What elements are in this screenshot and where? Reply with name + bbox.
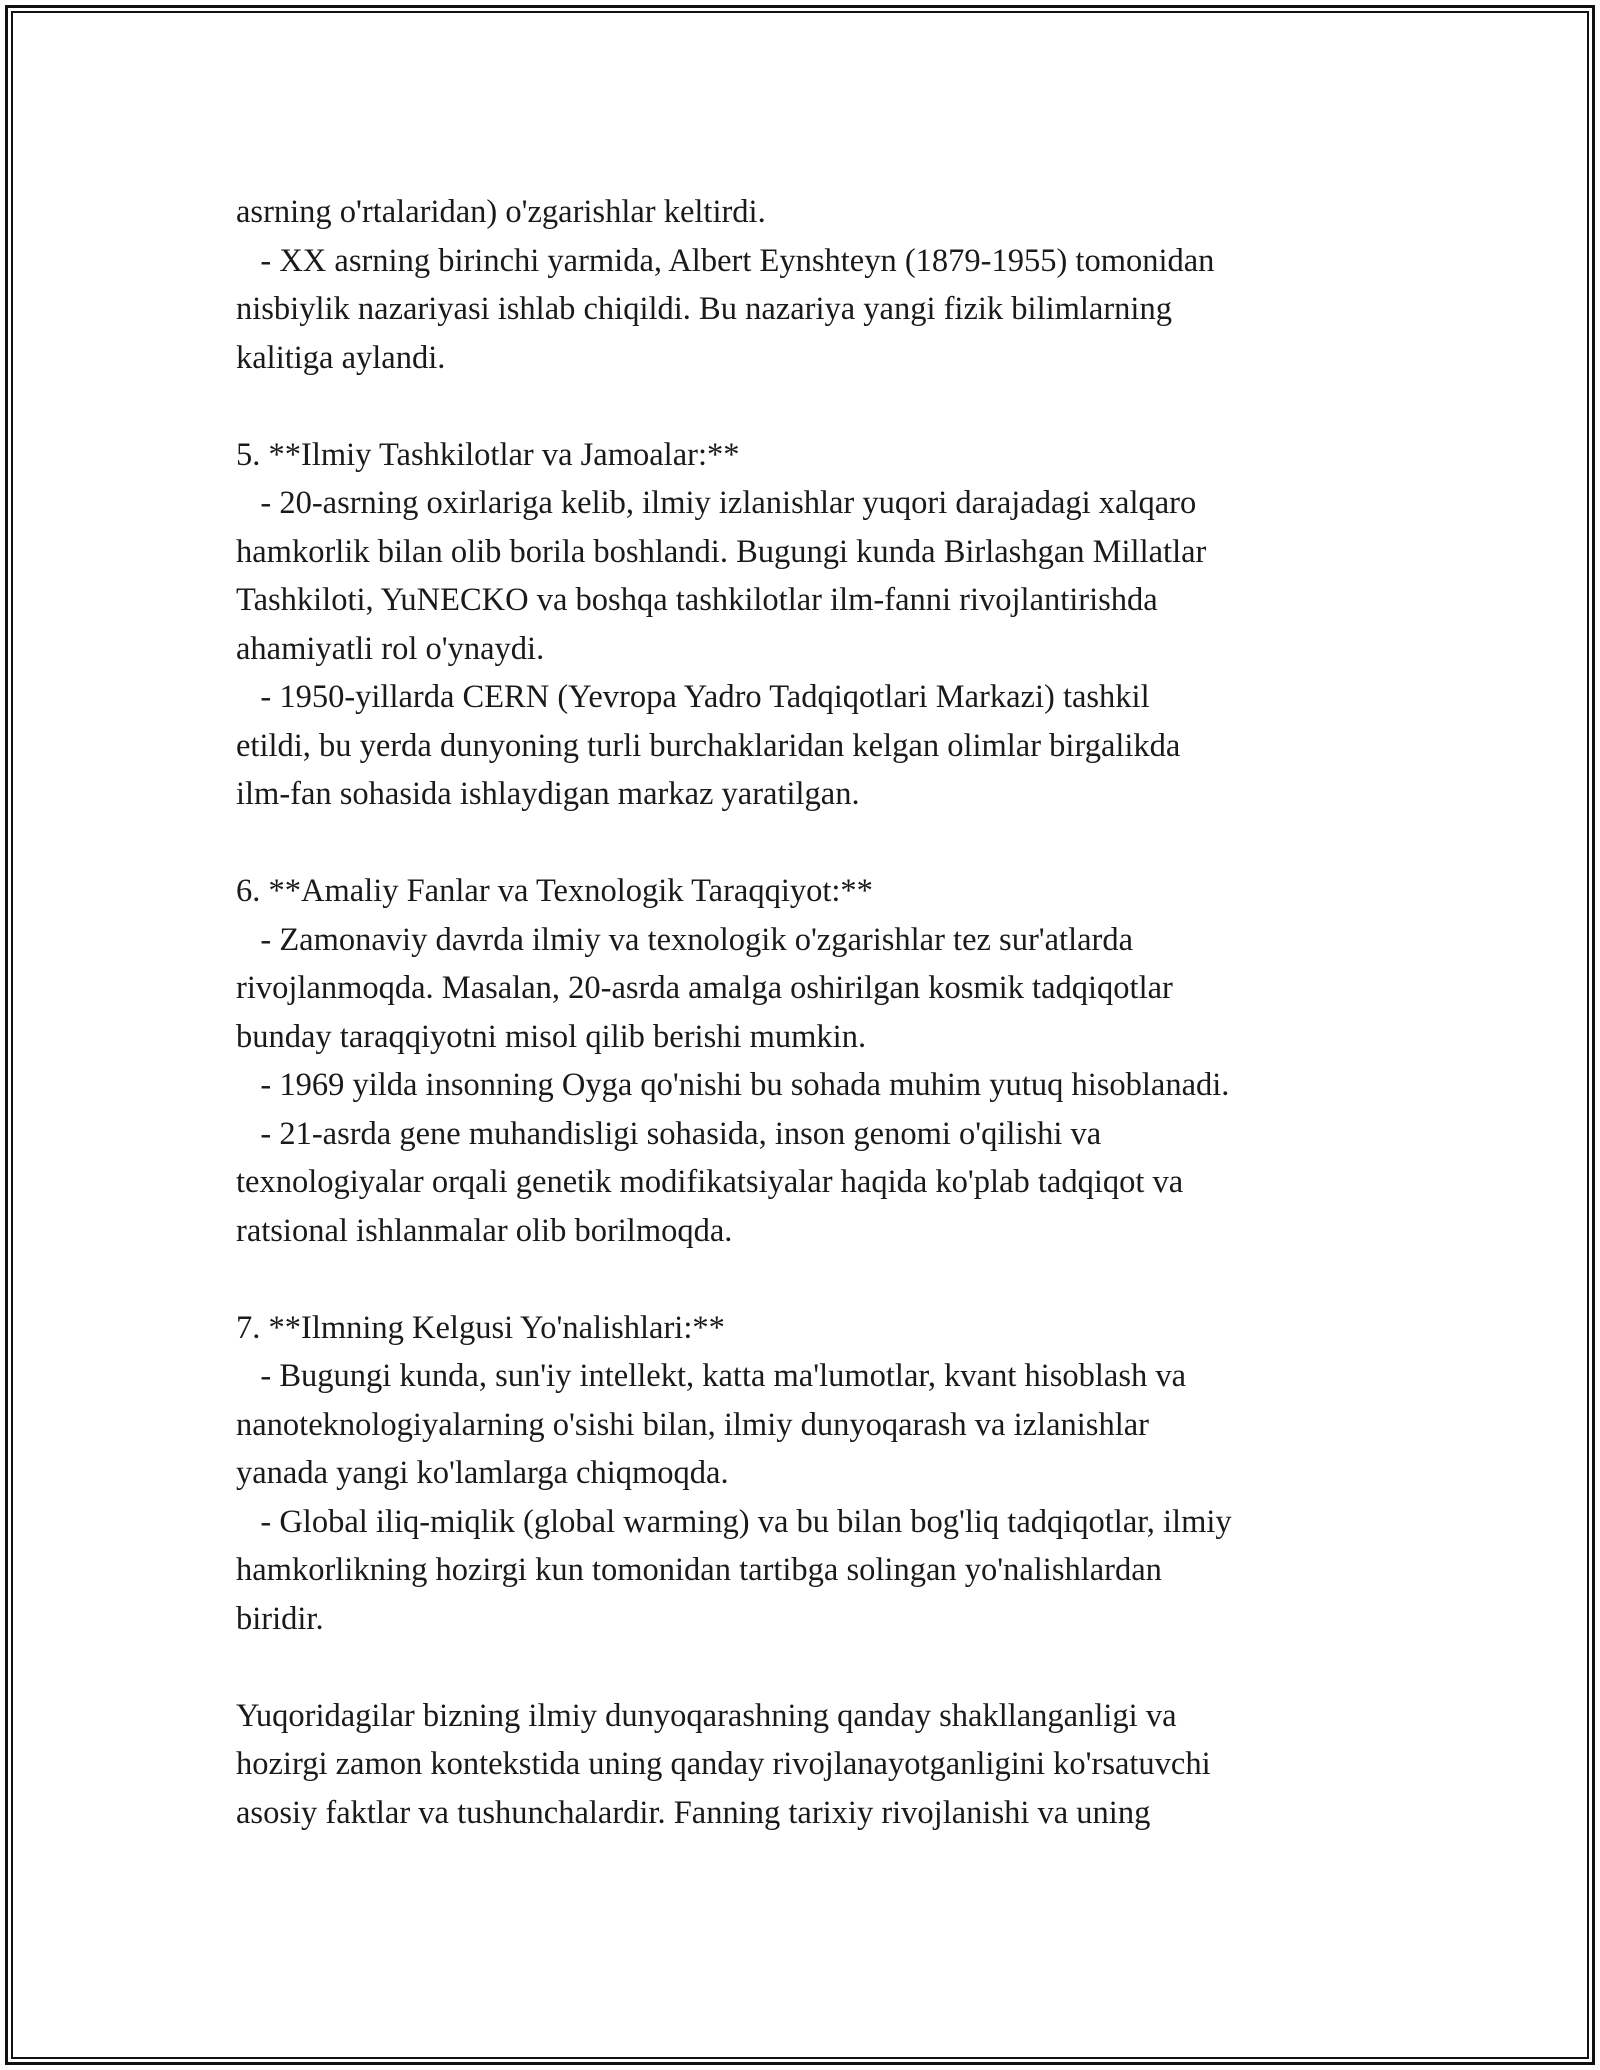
text-line: - Zamonaviy davrda ilmiy va texnologik o'zgarishlar tez sur'atlarda <box>236 921 1134 958</box>
text-line: nisbiylik nazariyasi ishlab chiqildi. Bu nazariya yangi fizik bilimlarning <box>236 291 1172 327</box>
text-line: rivojlanmoqda. Masalan, 20-asrda amalga oshirilgan kosmik tadqiqotlar <box>236 970 1173 1006</box>
text-line: - Bugungi kunda, sun'iy intellekt, katta ma'lumotlar, kvant hisoblash va <box>236 1358 1187 1394</box>
text-line: - 1950-yillarda CERN (Yevropa Yadro Tadqiqotlari Markazi) tashkil <box>236 679 1150 715</box>
text-line: - 20-asrning oxirlariga kelib, ilmiy izlanishlar yuqori darajadagi xalqaro <box>236 485 1197 521</box>
text-line: 5. **Ilmiy Tashkilotlar va Jamoalar:** <box>236 436 740 473</box>
text-line: bunday taraqqiyotni misol qilib berishi mumkin. <box>236 1018 867 1055</box>
blank-line <box>236 1643 1416 1692</box>
text-line: - Global iliq-miqlik (global warming) va bu bilan bog'liq tadqiqotlar, ilmiy <box>236 1503 1232 1540</box>
text-line: hamkorlikning hozirgi kun tomonidan tartibga solingan yo'nalishlardan <box>236 1552 1162 1588</box>
text-line: ilm-fan sohasida ishlaydigan markaz yaratilgan. <box>236 776 860 812</box>
text-line: kalitiga aylandi. <box>236 339 446 376</box>
blank-line <box>236 1255 1416 1304</box>
text-line: - XX asrning birinchi yarmida, Albert Eynshteyn (1879-1955) tomonidan <box>236 242 1215 279</box>
text-line: 6. **Amaliy Fanlar va Texnologik Taraqqiyot:** <box>236 873 873 909</box>
text-line: hozirgi zamon kontekstida uning qanday rivojlanayotganligini ko'rsatuvchi <box>236 1746 1211 1782</box>
text-line: asrning o'rtalaridan) o'zgarishlar keltirdi. <box>236 194 766 230</box>
text-line: asosiy faktlar va tushunchalardir. Fanning tarixiy rivojlanishi va uning <box>236 1794 1151 1831</box>
text-line: ahamiyatli rol o'ynaydi. <box>236 630 545 667</box>
text-line: ratsional ishlanmalar olib borilmoqda. <box>236 1212 733 1249</box>
text-line: 7. **Ilmning Kelgusi Yo'nalishlari:** <box>236 1309 725 1346</box>
text-line: Tashkiloti, YuNECKO va boshqa tashkilotlar ilm-fanni rivojlantirishda <box>236 582 1158 618</box>
blank-line <box>236 819 1416 868</box>
text-line: yanada yangi ko'lamlarga chiqmoqda. <box>236 1455 729 1491</box>
text-line: nanoteknologiyalarning o'sishi bilan, ilmiy dunyoqarash va izlanishlar <box>236 1406 1149 1443</box>
text-line: hamkorlik bilan olib borila boshlandi. Bugungi kunda Birlashgan Millatlar <box>236 533 1207 570</box>
blank-line <box>236 382 1416 431</box>
text-line: etildi, bu yerda dunyoning turli burchaklaridan kelgan olimlar birgalikda <box>236 727 1181 764</box>
text-line: - 21-asrda gene muhandisligi sohasida, inson genomi o'qilishi va <box>236 1115 1102 1152</box>
text-line: - 1969 yilda insonning Oyga qo'nishi bu sohada muhim yutuq hisoblanadi. <box>236 1067 1230 1103</box>
text-line: biridir. <box>236 1600 324 1637</box>
document-body <box>236 188 1416 1837</box>
text-line: Yuqoridagilar bizning ilmiy dunyoqarashning qanday shakllanganligi va <box>236 1697 1177 1734</box>
text-line: texnologiyalar orqali genetik modifikatsiyalar haqida ko'plab tadqiqot va <box>236 1164 1184 1200</box>
